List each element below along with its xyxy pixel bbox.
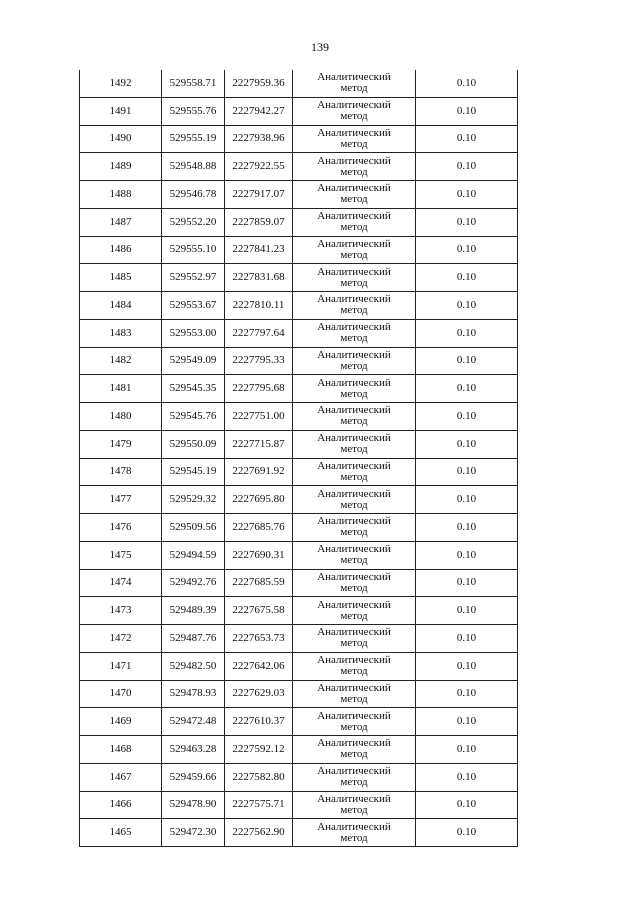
method-line-1: Аналитический xyxy=(317,237,391,250)
accuracy-cell: 0.10 xyxy=(416,319,518,347)
method-cell xyxy=(293,819,416,847)
x-coordinate-cell: 529509.56 xyxy=(162,514,225,542)
y-coordinate-cell: 2227575.71 xyxy=(225,791,293,819)
accuracy-cell: 0.10 xyxy=(416,375,518,403)
x-coordinate-cell: 529472.30 xyxy=(162,819,225,847)
method-line-2: метод xyxy=(340,526,368,539)
x-coordinate-cell: 529545.35 xyxy=(162,375,225,403)
table-row xyxy=(80,819,518,847)
table-row xyxy=(80,763,518,791)
method-line-2: метод xyxy=(340,609,368,622)
y-coordinate-cell: 2227795.33 xyxy=(225,347,293,375)
method-line-1: Аналитический xyxy=(317,182,391,195)
method-cell xyxy=(293,70,416,97)
point-number-cell: 1482 xyxy=(80,347,162,375)
x-coordinate-cell: 529545.76 xyxy=(162,403,225,431)
accuracy-cell: 0.10 xyxy=(416,819,518,847)
y-coordinate-cell: 2227675.58 xyxy=(225,597,293,625)
method-cell xyxy=(293,319,416,347)
method-cell xyxy=(293,597,416,625)
method-line-2: метод xyxy=(340,581,368,594)
accuracy-cell: 0.10 xyxy=(416,70,518,97)
method-cell xyxy=(293,680,416,708)
x-coordinate-cell: 529553.67 xyxy=(162,292,225,320)
point-number-cell: 1480 xyxy=(80,403,162,431)
point-number-cell: 1491 xyxy=(80,97,162,125)
method-line-2: метод xyxy=(340,470,368,483)
point-number-cell: 1489 xyxy=(80,153,162,181)
method-cell xyxy=(293,208,416,236)
accuracy-cell: 0.10 xyxy=(416,292,518,320)
accuracy-cell: 0.10 xyxy=(416,597,518,625)
point-number-cell: 1479 xyxy=(80,430,162,458)
y-coordinate-cell: 2227695.80 xyxy=(225,486,293,514)
coordinates-table-body xyxy=(80,70,518,847)
method-line-1: Аналитический xyxy=(317,376,391,389)
x-coordinate-cell: 529478.93 xyxy=(162,680,225,708)
method-cell xyxy=(293,347,416,375)
point-number-cell: 1486 xyxy=(80,236,162,264)
method-line-2: метод xyxy=(340,304,368,317)
method-cell xyxy=(293,763,416,791)
point-number-cell: 1466 xyxy=(80,791,162,819)
y-coordinate-cell: 2227592.12 xyxy=(225,736,293,764)
accuracy-cell: 0.10 xyxy=(416,791,518,819)
method-line-1: Аналитический xyxy=(317,598,391,611)
method-line-1: Аналитический xyxy=(317,654,391,667)
method-line-2: метод xyxy=(340,692,368,705)
table-row xyxy=(80,236,518,264)
x-coordinate-cell: 529546.78 xyxy=(162,181,225,209)
method-line-1: Аналитический xyxy=(317,265,391,278)
y-coordinate-cell: 2227831.68 xyxy=(225,264,293,292)
method-cell xyxy=(293,514,416,542)
accuracy-cell: 0.10 xyxy=(416,458,518,486)
method-cell xyxy=(293,736,416,764)
table-row xyxy=(80,375,518,403)
table-row xyxy=(80,403,518,431)
table-row xyxy=(80,430,518,458)
y-coordinate-cell: 2227691.92 xyxy=(225,458,293,486)
x-coordinate-cell: 529555.19 xyxy=(162,125,225,153)
method-cell xyxy=(293,97,416,125)
x-coordinate-cell: 529555.76 xyxy=(162,97,225,125)
method-line-2: метод xyxy=(340,776,368,789)
x-coordinate-cell: 529552.20 xyxy=(162,208,225,236)
method-cell xyxy=(293,264,416,292)
method-line-1: Аналитический xyxy=(317,432,391,445)
point-number-cell: 1481 xyxy=(80,375,162,403)
point-number-cell: 1485 xyxy=(80,264,162,292)
method-line-2: метод xyxy=(340,720,368,733)
y-coordinate-cell: 2227629.03 xyxy=(225,680,293,708)
method-cell xyxy=(293,375,416,403)
method-line-2: метод xyxy=(340,276,368,289)
method-line-2: метод xyxy=(340,554,368,567)
method-line-2: метод xyxy=(340,748,368,761)
table-row xyxy=(80,319,518,347)
method-line-1: Аналитический xyxy=(317,126,391,139)
accuracy-cell: 0.10 xyxy=(416,208,518,236)
accuracy-cell: 0.10 xyxy=(416,403,518,431)
x-coordinate-cell: 529545.19 xyxy=(162,458,225,486)
table-row xyxy=(80,514,518,542)
y-coordinate-cell: 2227959.36 xyxy=(225,70,293,97)
x-coordinate-cell: 529472.48 xyxy=(162,708,225,736)
method-line-1: Аналитический xyxy=(317,765,391,778)
method-cell xyxy=(293,181,416,209)
point-number-cell: 1473 xyxy=(80,597,162,625)
method-line-2: метод xyxy=(340,110,368,123)
table-row xyxy=(80,264,518,292)
accuracy-cell: 0.10 xyxy=(416,541,518,569)
accuracy-cell: 0.10 xyxy=(416,264,518,292)
x-coordinate-cell: 529552.97 xyxy=(162,264,225,292)
point-number-cell: 1468 xyxy=(80,736,162,764)
method-line-1: Аналитический xyxy=(317,681,391,694)
accuracy-cell: 0.10 xyxy=(416,486,518,514)
method-line-2: метод xyxy=(340,665,368,678)
method-line-1: Аналитический xyxy=(317,210,391,223)
method-cell xyxy=(293,541,416,569)
x-coordinate-cell: 529492.76 xyxy=(162,569,225,597)
method-line-2: метод xyxy=(340,803,368,816)
method-cell xyxy=(293,625,416,653)
y-coordinate-cell: 2227797.64 xyxy=(225,319,293,347)
table-row xyxy=(80,125,518,153)
table-row xyxy=(80,541,518,569)
method-cell xyxy=(293,153,416,181)
method-line-1: Аналитический xyxy=(317,543,391,556)
table-row xyxy=(80,680,518,708)
point-number-cell: 1471 xyxy=(80,652,162,680)
point-number-cell: 1483 xyxy=(80,319,162,347)
method-line-2: метод xyxy=(340,831,368,844)
method-line-1: Аналитический xyxy=(317,404,391,417)
method-line-1: Аналитический xyxy=(317,820,391,833)
y-coordinate-cell: 2227810.11 xyxy=(225,292,293,320)
y-coordinate-cell: 2227751.00 xyxy=(225,403,293,431)
x-coordinate-cell: 529529.32 xyxy=(162,486,225,514)
point-number-cell: 1492 xyxy=(80,70,162,97)
point-number-cell: 1470 xyxy=(80,680,162,708)
point-number-cell: 1478 xyxy=(80,458,162,486)
y-coordinate-cell: 2227859.07 xyxy=(225,208,293,236)
table-row xyxy=(80,736,518,764)
accuracy-cell: 0.10 xyxy=(416,347,518,375)
point-number-cell: 1488 xyxy=(80,181,162,209)
method-line-2: метод xyxy=(340,137,368,150)
method-cell xyxy=(293,292,416,320)
y-coordinate-cell: 2227938.96 xyxy=(225,125,293,153)
point-number-cell: 1465 xyxy=(80,819,162,847)
x-coordinate-cell: 529487.76 xyxy=(162,625,225,653)
table-row xyxy=(80,652,518,680)
x-coordinate-cell: 529555.10 xyxy=(162,236,225,264)
point-number-cell: 1467 xyxy=(80,763,162,791)
accuracy-cell: 0.10 xyxy=(416,430,518,458)
accuracy-cell: 0.10 xyxy=(416,514,518,542)
table-row xyxy=(80,791,518,819)
method-line-1: Аналитический xyxy=(317,293,391,306)
table-row xyxy=(80,97,518,125)
table-row xyxy=(80,292,518,320)
method-line-1: Аналитический xyxy=(317,321,391,334)
method-cell xyxy=(293,652,416,680)
accuracy-cell: 0.10 xyxy=(416,736,518,764)
method-line-2: метод xyxy=(340,332,368,345)
method-cell xyxy=(293,569,416,597)
table-row xyxy=(80,569,518,597)
method-cell xyxy=(293,125,416,153)
accuracy-cell: 0.10 xyxy=(416,625,518,653)
point-number-cell: 1472 xyxy=(80,625,162,653)
accuracy-cell: 0.10 xyxy=(416,652,518,680)
method-line-2: метод xyxy=(340,221,368,234)
accuracy-cell: 0.10 xyxy=(416,97,518,125)
method-cell xyxy=(293,403,416,431)
accuracy-cell: 0.10 xyxy=(416,181,518,209)
method-cell xyxy=(293,486,416,514)
x-coordinate-cell: 529549.09 xyxy=(162,347,225,375)
method-line-1: Аналитический xyxy=(317,626,391,639)
y-coordinate-cell: 2227582.80 xyxy=(225,763,293,791)
method-cell xyxy=(293,430,416,458)
accuracy-cell: 0.10 xyxy=(416,125,518,153)
y-coordinate-cell: 2227685.76 xyxy=(225,514,293,542)
x-coordinate-cell: 529558.71 xyxy=(162,70,225,97)
method-line-1: Аналитический xyxy=(317,792,391,805)
table-row xyxy=(80,458,518,486)
page-number: 139 xyxy=(311,40,329,54)
method-line-1: Аналитический xyxy=(317,154,391,167)
table-row xyxy=(80,347,518,375)
accuracy-cell: 0.10 xyxy=(416,569,518,597)
method-line-1: Аналитический xyxy=(317,737,391,750)
method-line-2: метод xyxy=(340,193,368,206)
x-coordinate-cell: 529459.66 xyxy=(162,763,225,791)
table-row xyxy=(80,486,518,514)
y-coordinate-cell: 2227841.23 xyxy=(225,236,293,264)
method-line-2: метод xyxy=(340,248,368,261)
y-coordinate-cell: 2227642.06 xyxy=(225,652,293,680)
x-coordinate-cell: 529494.59 xyxy=(162,541,225,569)
method-cell xyxy=(293,236,416,264)
table-row xyxy=(80,181,518,209)
point-number-cell: 1469 xyxy=(80,708,162,736)
table-row xyxy=(80,70,518,97)
method-line-2: метод xyxy=(340,165,368,178)
accuracy-cell: 0.10 xyxy=(416,708,518,736)
y-coordinate-cell: 2227562.90 xyxy=(225,819,293,847)
point-number-cell: 1487 xyxy=(80,208,162,236)
method-line-2: метод xyxy=(340,637,368,650)
accuracy-cell: 0.10 xyxy=(416,680,518,708)
table-row xyxy=(80,208,518,236)
method-line-2: метод xyxy=(340,443,368,456)
method-line-1: Аналитический xyxy=(317,71,391,84)
x-coordinate-cell: 529548.88 xyxy=(162,153,225,181)
x-coordinate-cell: 529478.90 xyxy=(162,791,225,819)
point-number-cell: 1484 xyxy=(80,292,162,320)
point-number-cell: 1477 xyxy=(80,486,162,514)
y-coordinate-cell: 2227685.59 xyxy=(225,569,293,597)
x-coordinate-cell: 529553.00 xyxy=(162,319,225,347)
x-coordinate-cell: 529489.39 xyxy=(162,597,225,625)
y-coordinate-cell: 2227715.87 xyxy=(225,430,293,458)
point-number-cell: 1476 xyxy=(80,514,162,542)
table-row xyxy=(80,625,518,653)
method-line-1: Аналитический xyxy=(317,570,391,583)
y-coordinate-cell: 2227922.55 xyxy=(225,153,293,181)
x-coordinate-cell: 529550.09 xyxy=(162,430,225,458)
accuracy-cell: 0.10 xyxy=(416,763,518,791)
x-coordinate-cell: 529463.28 xyxy=(162,736,225,764)
y-coordinate-cell: 2227610.37 xyxy=(225,708,293,736)
point-number-cell: 1475 xyxy=(80,541,162,569)
method-line-2: метод xyxy=(340,82,368,95)
method-line-2: метод xyxy=(340,387,368,400)
x-coordinate-cell: 529482.50 xyxy=(162,652,225,680)
method-line-1: Аналитический xyxy=(317,515,391,528)
y-coordinate-cell: 2227942.27 xyxy=(225,97,293,125)
point-number-cell: 1490 xyxy=(80,125,162,153)
accuracy-cell: 0.10 xyxy=(416,236,518,264)
method-line-1: Аналитический xyxy=(317,348,391,361)
y-coordinate-cell: 2227795.68 xyxy=(225,375,293,403)
method-cell xyxy=(293,708,416,736)
y-coordinate-cell: 2227653.73 xyxy=(225,625,293,653)
method-line-1: Аналитический xyxy=(317,709,391,722)
method-line-1: Аналитический xyxy=(317,487,391,500)
table-row xyxy=(80,708,518,736)
method-line-2: метод xyxy=(340,415,368,428)
method-line-2: метод xyxy=(340,498,368,511)
method-line-1: Аналитический xyxy=(317,459,391,472)
method-line-1: Аналитический xyxy=(317,99,391,112)
coordinates-table xyxy=(79,70,518,847)
y-coordinate-cell: 2227917.07 xyxy=(225,181,293,209)
method-cell xyxy=(293,458,416,486)
point-number-cell: 1474 xyxy=(80,569,162,597)
method-cell xyxy=(293,791,416,819)
method-line-2: метод xyxy=(340,359,368,372)
table-row xyxy=(80,597,518,625)
accuracy-cell: 0.10 xyxy=(416,153,518,181)
y-coordinate-cell: 2227690.31 xyxy=(225,541,293,569)
table-row xyxy=(80,153,518,181)
